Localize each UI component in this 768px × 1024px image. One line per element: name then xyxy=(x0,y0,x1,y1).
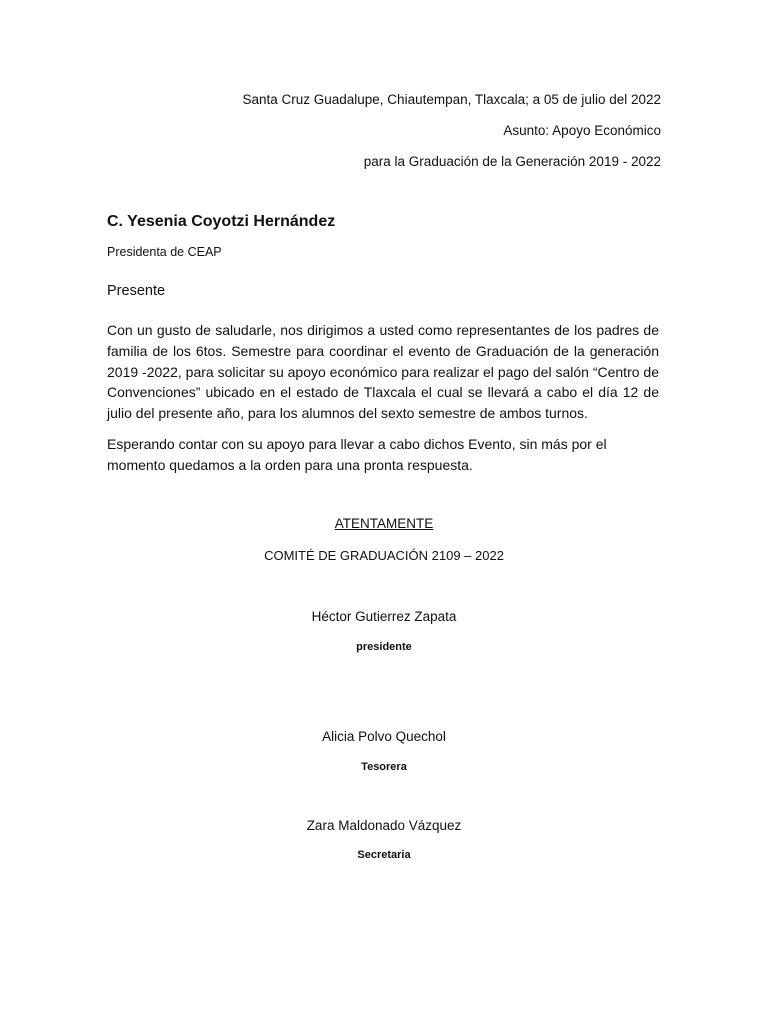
body-paragraph-1: Con un gusto de saludarle, nos dirigimos a usted como representantes de los padres de familia de los 6tos. Semestre para coordinar el evento de Graduación de la generación 2019 -2022, para solicitar su apoyo económico para realizar el pago del salón “Centro de Convenciones” ubicado en el estado de Tlaxcala el cual se llevará a cabo el día 12 de julio del presente año, para los alumnos del sexto semestre de ambos turnos. xyxy=(107,322,659,422)
recipient-name: C. Yesenia Coyotzi Hernández xyxy=(107,213,336,230)
signatory-role: presidente xyxy=(356,641,412,653)
committee-name: COMITÉ DE GRADUACIÓN 2109 – 2022 xyxy=(264,548,504,563)
subject-line-2: para la Graduación de la Generación 2019 - 2022 xyxy=(363,154,661,169)
subject-line xyxy=(503,123,661,138)
signatory-name: Héctor Gutierrez Zapata xyxy=(311,609,457,624)
subject-label: Asunto: xyxy=(503,123,550,138)
closing-salutation-text: ATENTAMENTE xyxy=(334,516,434,531)
closing-salutation xyxy=(0,516,768,531)
greeting: Presente xyxy=(107,283,166,299)
body-paragraph-2: Esperando contar con su apoyo para llevar a cabo dichos Evento, sin más por el momento quedamos a la orden para una pronta respuesta. xyxy=(107,436,607,473)
signatory-name: Alicia Polvo Quechol xyxy=(322,729,446,744)
date-line: Santa Cruz Guadalupe, Chiautempan, Tlaxcala; a 05 de julio del 2022 xyxy=(242,92,661,107)
signatory-name: Zara Maldonado Vázquez xyxy=(306,818,462,833)
recipient-title: Presidenta de CEAP xyxy=(107,245,222,259)
signatory-role: Tesorera xyxy=(361,761,407,773)
subject-value: Apoyo Económico xyxy=(549,123,661,138)
signatory-role: Secretaria xyxy=(357,849,411,861)
